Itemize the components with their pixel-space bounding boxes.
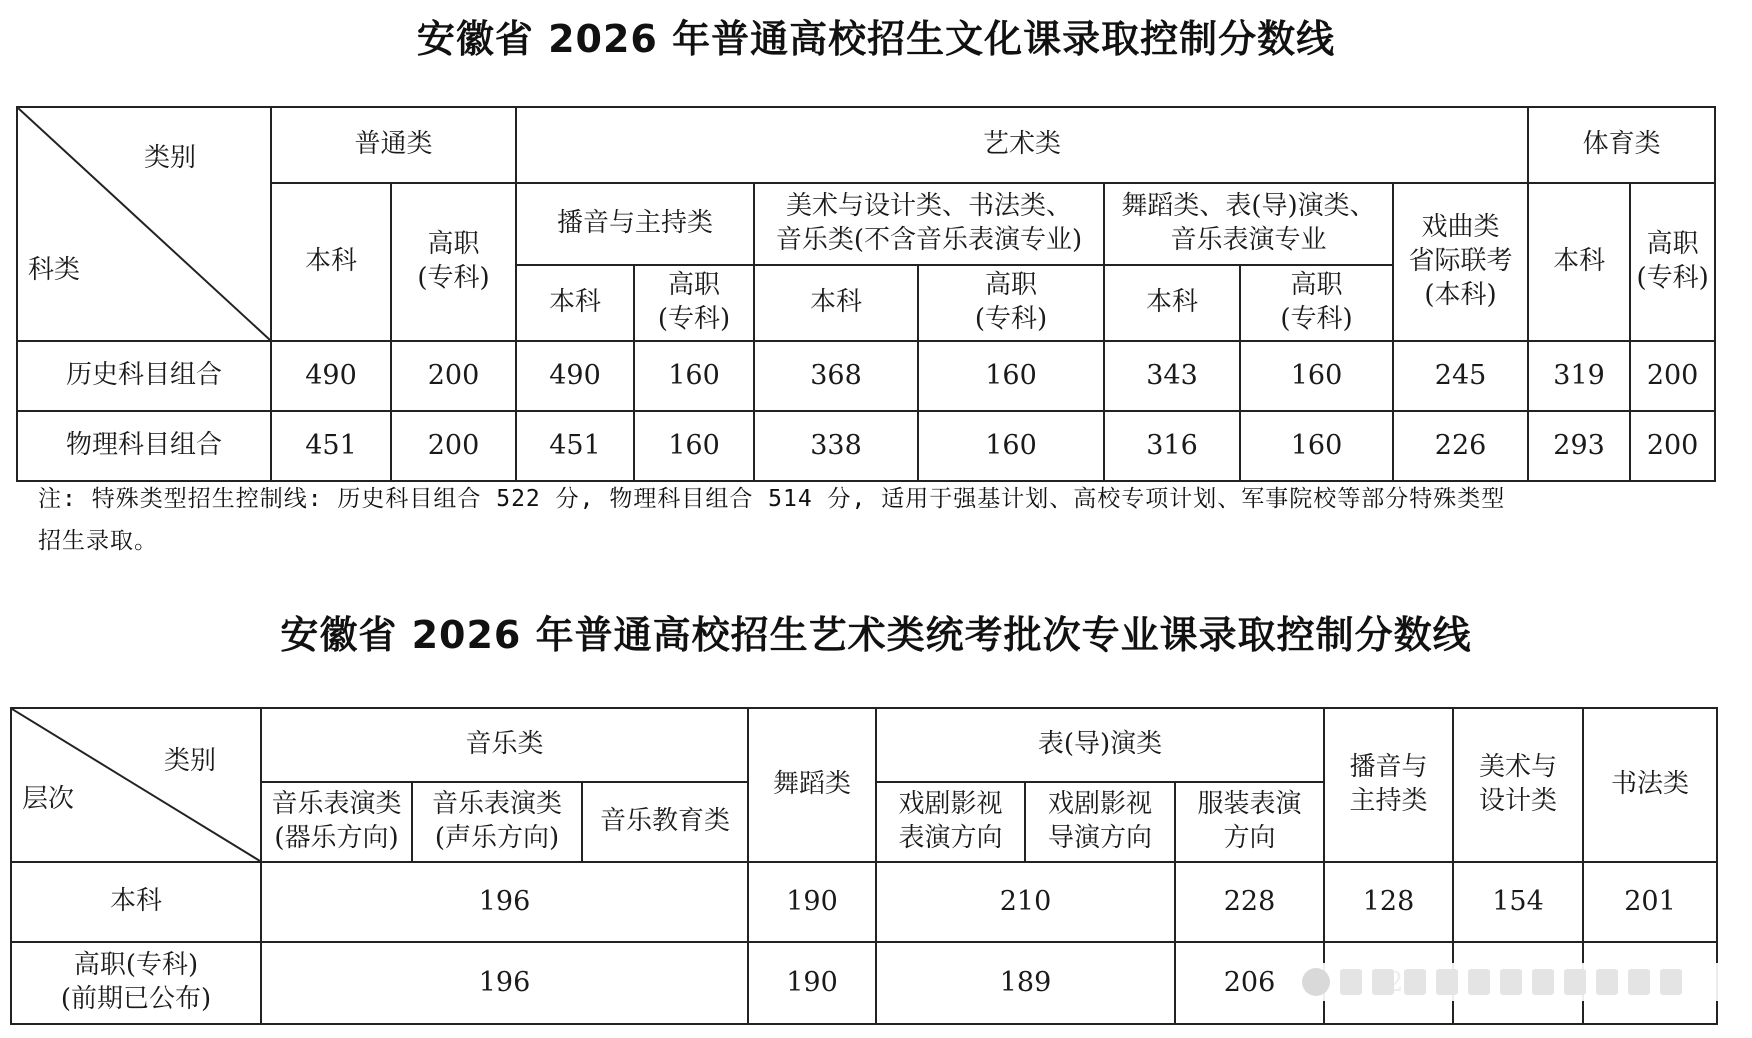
header-meishu (1453, 708, 1583, 862)
header-boyin-gaozhi (634, 265, 754, 341)
header-boyin-benke: 本科 (516, 265, 634, 341)
wudao-line2: 音乐表演专业 (1170, 225, 1327, 255)
header-yinyue: 音乐类 (261, 708, 748, 782)
watermark-icon (1436, 969, 1458, 995)
header-fuzhuang (1175, 782, 1324, 862)
table-cell: 451 (516, 411, 634, 481)
table-cell: 190 (748, 942, 876, 1024)
row-label: 物理科目组合 (17, 411, 271, 481)
watermark-icon (1628, 969, 1650, 995)
gaozhi-line2: (专科) (1280, 304, 1353, 334)
table-cell: 128 (1324, 862, 1453, 942)
table-cell: 201 (1583, 862, 1717, 942)
wudao-line1: 舞蹈类、表(导)演类、 (1121, 191, 1376, 222)
header-wudao-benke: 本科 (1104, 265, 1240, 341)
meishu-line1: 美术与 (1479, 752, 1558, 783)
table-cell: 200 (1630, 411, 1715, 481)
qiyue-line2: (器乐方向) (274, 823, 399, 853)
header-wudao-gaozhi (1240, 265, 1393, 341)
header-shengyue (412, 782, 582, 862)
qiyue-line1: 音乐表演类 (271, 789, 402, 820)
table-cell: 160 (918, 341, 1104, 411)
header-biaoyan: 表(导)演类 (876, 708, 1324, 782)
header-tiyu-gaozhi (1630, 183, 1715, 341)
meishu-line2: 设计类 (1479, 786, 1558, 816)
header-wudao (1104, 183, 1393, 265)
boyin-line1: 播音与 (1349, 752, 1428, 783)
fuzhuang-line2: 方向 (1223, 823, 1276, 853)
meishu-line2: 音乐类(不含音乐表演专业) (775, 225, 1083, 255)
header-meishu (754, 183, 1104, 265)
table-cell: 160 (634, 411, 754, 481)
row-label: 历史科目组合 (17, 341, 271, 411)
shengyue-line2: (声乐方向) (434, 823, 560, 853)
table-cell: 160 (1240, 411, 1393, 481)
table-cell: 190 (748, 862, 876, 942)
xiqu-line3: (本科) (1424, 279, 1497, 310)
corner-category-label: 类别 (144, 143, 197, 173)
row-label: 本科 (11, 862, 261, 942)
meishu-line1: 美术与设计类、书法类、 (786, 191, 1073, 222)
cultural-score-table (16, 106, 1716, 482)
header-meishu-benke: 本科 (754, 265, 918, 341)
watermark-icon (1532, 969, 1554, 995)
table-cell: 200 (1630, 341, 1715, 411)
header-meishu-gaozhi (918, 265, 1104, 341)
table-cell: 451 (271, 411, 391, 481)
table-cell: 319 (1528, 341, 1630, 411)
header-boyin: 播音与主持类 (516, 183, 754, 265)
gaozhi-line2: (专科) (974, 304, 1048, 334)
watermark-icon (1596, 969, 1618, 995)
row-label (11, 942, 261, 1024)
header-jiaoyu: 音乐教育类 (582, 782, 748, 862)
watermark-icon (1340, 969, 1362, 995)
header-xiju (876, 782, 1025, 862)
table-row-benke (11, 862, 1717, 942)
table1-corner-header (17, 107, 271, 341)
watermark-icon (1564, 969, 1586, 995)
daoyan-line1: 戏剧影视 (1047, 789, 1152, 820)
gaozhi-line2: (专科) (657, 304, 731, 334)
table-cell: 210 (876, 862, 1175, 942)
table-cell: 293 (1528, 411, 1630, 481)
table-cell: 206 (1175, 942, 1324, 1024)
page-title-art: 安徽省 2026 年普通高校招生艺术类统考批次专业课录取控制分数线 (280, 613, 1472, 657)
header-shufa: 书法类 (1583, 708, 1717, 862)
boyin-line2: 主持类 (1349, 786, 1428, 816)
header-xiqu (1393, 183, 1528, 341)
table-cell: 200 (391, 341, 516, 411)
fuzhuang-line1: 服装表演 (1197, 789, 1302, 820)
gaozhi-line2: (专科) (417, 263, 490, 293)
watermark-icon (1500, 969, 1522, 995)
note-line2: 招生录取。 (38, 528, 158, 554)
table-cell: 343 (1104, 341, 1240, 411)
watermark-overlay (1294, 963, 1724, 1001)
xiqu-line2: 省际联考 (1408, 246, 1513, 277)
daoyan-line2: 导演方向 (1047, 823, 1152, 853)
header-yishu: 艺术类 (516, 107, 1528, 183)
header-putong-benke: 本科 (271, 183, 391, 341)
gaozhi-line1: 高职 (427, 229, 480, 260)
xiju-line1: 戏剧影视 (898, 789, 1003, 820)
table-cell: 196 (261, 862, 748, 942)
header-daoyan (1025, 782, 1175, 862)
header-boyin (1324, 708, 1453, 862)
table-cell: 154 (1453, 862, 1583, 942)
watermark-icon (1302, 968, 1330, 996)
table-cell: 490 (271, 341, 391, 411)
row-label-line1: 高职(专科) (73, 950, 199, 981)
gaozhi-line2: (专科) (1636, 263, 1709, 293)
table-cell: 160 (918, 411, 1104, 481)
table-cell: 490 (516, 341, 634, 411)
row-label-line2: (前期已公布) (60, 984, 212, 1014)
table-cell: 245 (1393, 341, 1528, 411)
table-row-physics (17, 411, 1715, 481)
gaozhi-line1: 高职 (985, 270, 1038, 301)
header-putong: 普通类 (271, 107, 516, 183)
header-wudao: 舞蹈类 (748, 708, 876, 862)
corner-level-label: 层次 (22, 784, 75, 814)
xiqu-line1: 戏曲类 (1421, 212, 1500, 243)
corner-kind-label: 科类 (28, 255, 81, 285)
gaozhi-line1: 高职 (668, 270, 721, 301)
watermark-icon (1372, 969, 1394, 995)
gaozhi-line1: 高职 (1290, 270, 1343, 301)
table-cell: 160 (634, 341, 754, 411)
table-cell: 338 (754, 411, 918, 481)
table-cell: 196 (261, 942, 748, 1024)
table-cell: 226 (1393, 411, 1528, 481)
table-cell: 368 (754, 341, 918, 411)
table-cell: 316 (1104, 411, 1240, 481)
table2-corner-header (11, 708, 261, 862)
corner-category-label: 类别 (164, 746, 217, 776)
header-tiyu: 体育类 (1528, 107, 1715, 183)
header-tiyu-benke: 本科 (1528, 183, 1630, 341)
watermark-icon (1404, 969, 1426, 995)
table-cell: 228 (1175, 862, 1324, 942)
table-cell: 160 (1240, 341, 1393, 411)
header-qiyue (261, 782, 412, 862)
watermark-icon (1660, 969, 1682, 995)
table-cell: 189 (876, 942, 1175, 1024)
xiju-line2: 表演方向 (898, 823, 1003, 853)
table-cell: 200 (391, 411, 516, 481)
table1-note (38, 478, 1728, 562)
gaozhi-line1: 高职 (1646, 229, 1699, 260)
shengyue-line1: 音乐表演类 (431, 789, 562, 820)
watermark-icon (1468, 969, 1490, 995)
page-title-cultural: 安徽省 2026 年普通高校招生文化课录取控制分数线 (416, 17, 1336, 61)
note-line1: 注: 特殊类型招生控制线: 历史科目组合 522 分, 物理科目组合 514 分, 适用于强基计划、高校专项计划、军事院校等部分特殊类型 (38, 486, 1506, 512)
table-row-history (17, 341, 1715, 411)
header-putong-gaozhi (391, 183, 516, 341)
